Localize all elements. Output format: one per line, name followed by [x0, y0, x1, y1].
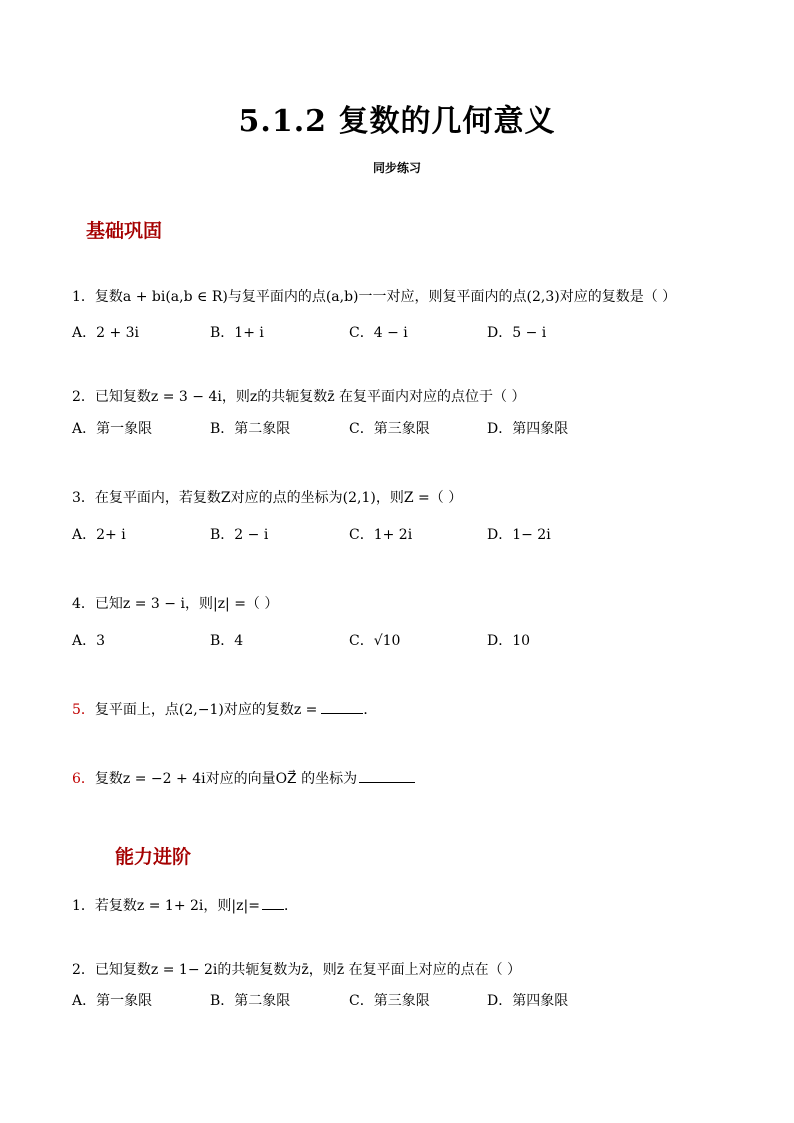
page-title: 5.1.2 复数的几何意义	[238, 104, 556, 139]
option-d: D．第四象限	[487, 993, 569, 1009]
question-text: 已知复数z = 3 − 4i，则z的共轭复数z̄ 在复平面内对应的点位于（ ）	[94, 389, 526, 405]
option-a: A．2+ i	[72, 527, 126, 543]
option-a: A．第一象限	[72, 993, 153, 1009]
option-a: A．第一象限	[72, 421, 153, 437]
question-text: 已知z = 3 − i，则|z| =（ ）	[94, 596, 279, 612]
question-2	[72, 386, 526, 406]
question-tail: ．	[363, 702, 378, 718]
question-text: 复数a + bi(a,b ∈ R)与复平面内的点(a,b)一一对应，则复平面内的点(2,3)对应的复数是（ ）	[94, 289, 677, 305]
question-tail: ．	[283, 898, 298, 914]
question-5	[72, 699, 377, 719]
section-heading-advanced: 能力进阶	[115, 846, 192, 868]
option-b: B．4	[210, 633, 244, 649]
question-number: 1．	[72, 898, 95, 914]
option-c: C．1+ 2i	[349, 527, 413, 543]
question-number: 2．	[72, 389, 95, 405]
question-text: 在复平面内，若复数Z对应的点的坐标为(2,1)，则Z =（ ）	[94, 490, 463, 506]
option-b: B．第二象限	[210, 421, 291, 437]
advanced-question-1	[72, 895, 298, 915]
option-b: B．2 − i	[210, 527, 269, 543]
option-a: A．2 + 3i	[72, 325, 140, 341]
option-b: B．第二象限	[210, 993, 291, 1009]
question-number: 4．	[72, 596, 95, 612]
question-6	[72, 768, 415, 788]
question-number: 6．	[72, 771, 95, 787]
section-heading-basic: 基础巩固	[86, 220, 163, 242]
option-d: D．第四象限	[487, 421, 569, 437]
question-text: 若复数z = 1+ 2i，则|z|=	[94, 898, 260, 914]
option-d: D．1− 2i	[487, 527, 551, 543]
question-text: 复数z = −2 + 4i对应的向量OZ⃗ 的坐标为	[94, 771, 358, 787]
question-text: 复平面上，点(2,−1)对应的复数z =	[94, 702, 318, 718]
question-number: 1．	[72, 289, 95, 305]
answer-blank	[321, 699, 363, 714]
option-c: C．第三象限	[349, 993, 430, 1009]
question-number: 2．	[72, 962, 95, 978]
option-c: C．第三象限	[349, 421, 430, 437]
question-3	[72, 487, 462, 507]
answer-blank	[262, 895, 284, 910]
option-a: A．3	[72, 633, 106, 649]
option-c: C．4 − i	[349, 325, 408, 341]
option-d: D．10	[487, 633, 531, 649]
answer-blank	[359, 768, 415, 783]
option-d: D．5 − i	[487, 325, 547, 341]
question-text: 已知复数z = 1− 2i的共轭复数为z̄，则z̄ 在复平面上对应的点在（ ）	[94, 962, 522, 978]
question-4	[72, 593, 278, 613]
page-subtitle: 同步练习	[372, 161, 421, 175]
question-number: 5．	[72, 702, 95, 718]
question-1	[72, 286, 676, 306]
advanced-question-2	[72, 959, 521, 979]
option-b: B．1+ i	[210, 325, 264, 341]
option-c: C．√10	[349, 633, 401, 649]
question-number: 3．	[72, 490, 95, 506]
